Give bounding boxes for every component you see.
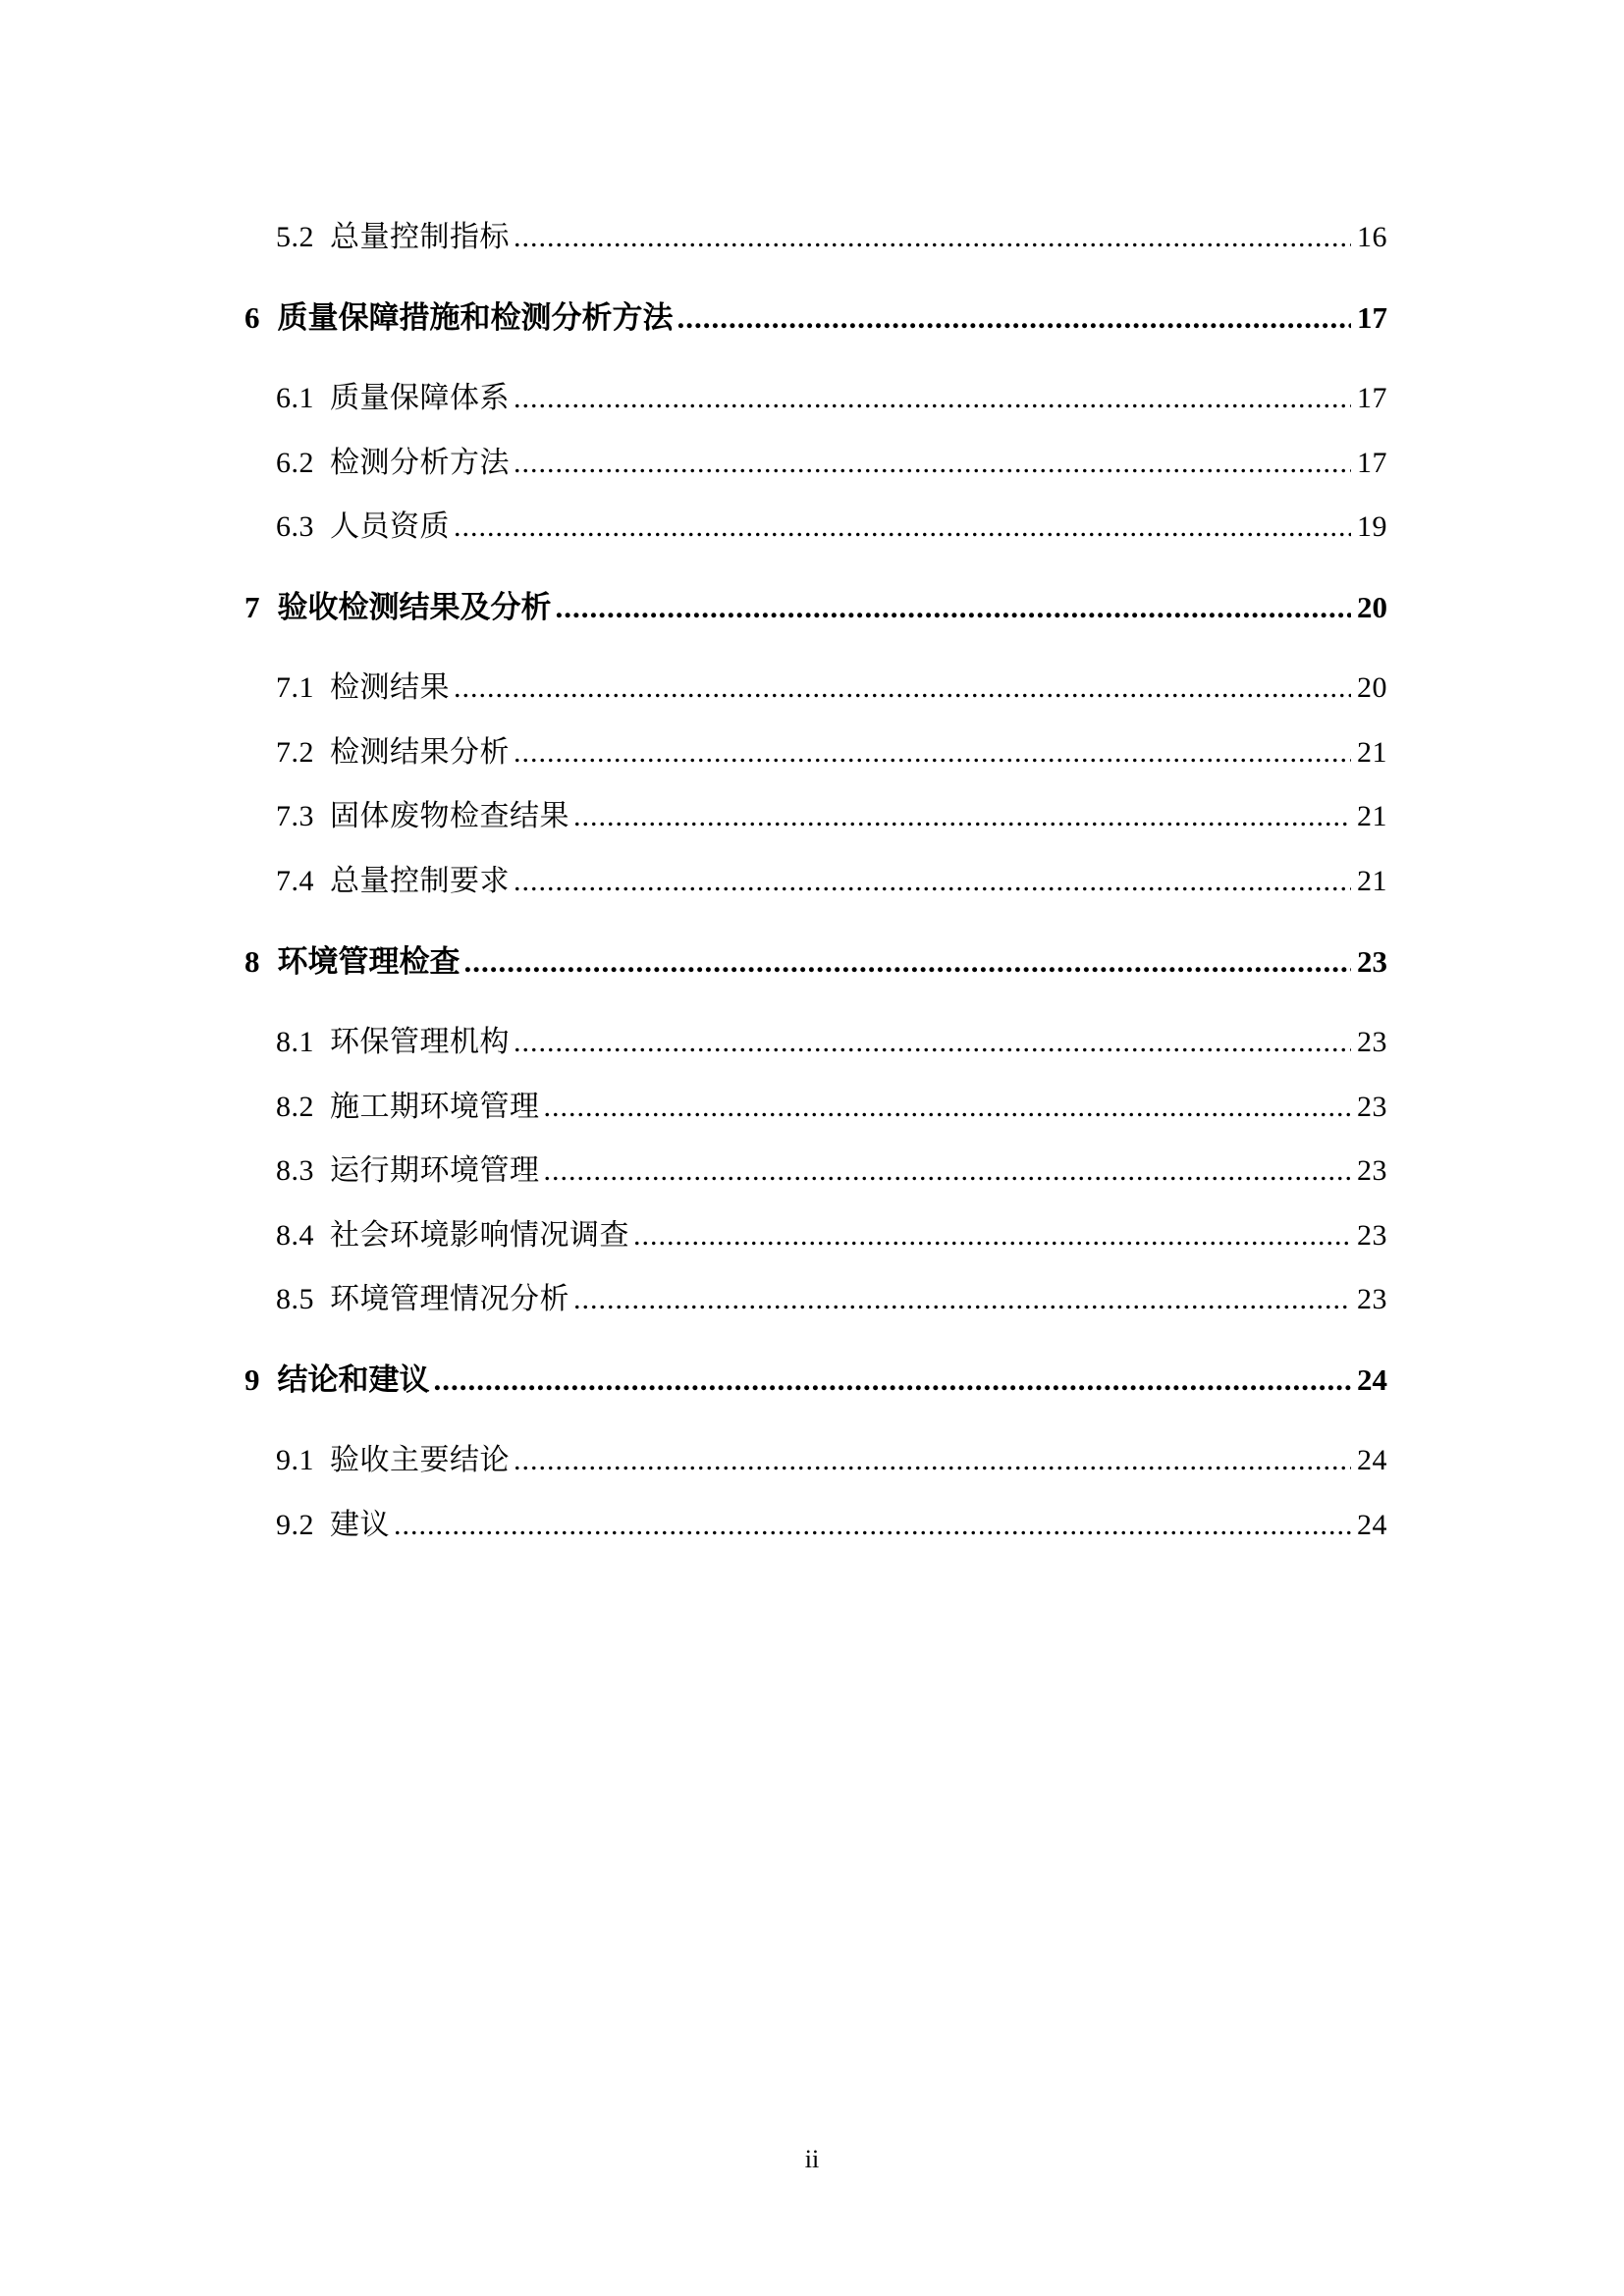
- toc-entry-title: 结论和建议: [277, 1362, 430, 1398]
- dot-leader: [514, 865, 1351, 898]
- toc-entry-page: 20: [1357, 671, 1387, 704]
- toc-entry-page: 21: [1357, 865, 1387, 897]
- page-number-footer: ii: [804, 2145, 820, 2173]
- dot-leader: [514, 221, 1351, 254]
- toc-entry-9-1[interactable]: [0, 1435, 1624, 1477]
- dot-leader: [434, 1362, 1352, 1398]
- toc-entry-page: 17: [1357, 300, 1387, 335]
- toc-entry-number: 8.1: [276, 1026, 314, 1058]
- toc-entry-page: 23: [1357, 1219, 1387, 1252]
- toc-entry-title: 检测分析方法: [330, 446, 510, 480]
- toc-entry-8-3[interactable]: [0, 1146, 1624, 1188]
- dot-leader: [514, 1026, 1351, 1059]
- toc-entry-number: 6.1: [276, 382, 314, 414]
- toc-entry-title: 检测结果分析: [330, 735, 510, 770]
- toc-entry-page: 23: [1357, 1283, 1387, 1315]
- toc-entry-page: 23: [1357, 944, 1387, 979]
- toc-entry-6-3[interactable]: [0, 502, 1624, 544]
- toc-entry-number: 7.1: [276, 671, 314, 704]
- dot-leader: [514, 1444, 1351, 1477]
- toc-entry-title: 检测结果: [330, 670, 450, 705]
- toc-entry-title: 环境管理情况分析: [330, 1282, 569, 1316]
- toc-entry-title: 建议: [330, 1508, 390, 1542]
- toc-entry-9[interactable]: [0, 1355, 1624, 1398]
- toc-entry-8-1[interactable]: [0, 1017, 1624, 1059]
- toc-entry-number: 7.3: [276, 800, 314, 832]
- toc-entry-number: 5.2: [276, 221, 314, 253]
- toc-entry-number: 6: [244, 300, 260, 335]
- toc-entry-6[interactable]: [0, 293, 1624, 336]
- toc-entry-page: 19: [1357, 510, 1387, 543]
- dot-leader: [454, 671, 1351, 705]
- toc-entry-title: 社会环境影响情况调查: [330, 1218, 629, 1253]
- toc-entry-number: 9.1: [276, 1444, 314, 1476]
- toc-entry-6-2[interactable]: [0, 438, 1624, 480]
- toc-entry-number: 9.2: [276, 1509, 314, 1541]
- toc-entry-8-2[interactable]: [0, 1082, 1624, 1124]
- toc-entry-number: 9: [244, 1362, 260, 1397]
- toc-entry-page: 24: [1357, 1444, 1387, 1476]
- dot-leader: [573, 1283, 1351, 1316]
- toc-entry-8-5[interactable]: [0, 1274, 1624, 1316]
- dot-leader: [573, 800, 1351, 833]
- toc-entry-title: 环境管理检查: [277, 944, 460, 980]
- dot-leader: [556, 590, 1352, 625]
- toc-entry-number: 7.4: [276, 865, 314, 897]
- toc-entry-page: 16: [1357, 221, 1387, 253]
- toc-entry-title: 环保管理机构: [330, 1025, 510, 1059]
- toc-entry-page: 17: [1357, 447, 1387, 479]
- toc-entry-title: 固体废物检查结果: [330, 799, 569, 833]
- toc-entry-page: 23: [1357, 1154, 1387, 1187]
- dot-leader: [454, 510, 1351, 544]
- toc-entry-page: 21: [1357, 736, 1387, 769]
- toc-entry-title: 质量保障体系: [330, 381, 510, 415]
- toc-entry-title: 运行期环境管理: [330, 1153, 540, 1188]
- toc-entry-7[interactable]: [0, 582, 1624, 625]
- toc-entry-7-4[interactable]: [0, 856, 1624, 898]
- dot-leader: [633, 1219, 1351, 1253]
- toc-entry-number: 6.2: [276, 447, 314, 479]
- toc-entry-number: 7: [244, 590, 260, 624]
- toc-entry-page: 23: [1357, 1091, 1387, 1123]
- toc-entry-page: 17: [1357, 382, 1387, 414]
- toc-entry-5-2[interactable]: [0, 212, 1624, 254]
- dot-leader: [394, 1509, 1351, 1542]
- toc-entry-title: 质量保障措施和检测分析方法: [277, 300, 674, 336]
- dot-leader: [464, 944, 1352, 980]
- dot-leader: [514, 382, 1351, 415]
- toc-entry-title: 人员资质: [330, 509, 450, 544]
- toc-entry-title: 验收主要结论: [330, 1443, 510, 1477]
- toc-entry-8-4[interactable]: [0, 1210, 1624, 1253]
- toc-entry-6-1[interactable]: [0, 373, 1624, 415]
- toc-entry-8[interactable]: [0, 936, 1624, 980]
- toc-entry-number: 8.5: [276, 1283, 314, 1315]
- dot-leader: [514, 447, 1351, 480]
- toc-entry-number: 8.4: [276, 1219, 314, 1252]
- toc-entry-number: 8: [244, 944, 260, 979]
- toc-entry-number: 8.3: [276, 1154, 314, 1187]
- toc-entry-title: 总量控制指标: [330, 220, 510, 254]
- dot-leader: [544, 1154, 1352, 1188]
- dot-leader: [514, 736, 1351, 770]
- toc-entry-number: 6.3: [276, 510, 314, 543]
- toc-entry-7-1[interactable]: [0, 663, 1624, 705]
- toc-entry-title: 施工期环境管理: [330, 1090, 540, 1124]
- toc-entry-number: 7.2: [276, 736, 314, 769]
- dot-leader: [677, 300, 1352, 336]
- dot-leader: [544, 1091, 1352, 1124]
- toc-entry-number: 8.2: [276, 1091, 314, 1123]
- toc-entry-page: 21: [1357, 800, 1387, 832]
- toc-entry-7-2[interactable]: [0, 727, 1624, 770]
- toc-entry-page: 20: [1357, 590, 1387, 624]
- toc-entry-7-3[interactable]: [0, 791, 1624, 833]
- toc-entry-page: 24: [1357, 1362, 1387, 1397]
- toc-entry-9-2[interactable]: [0, 1500, 1624, 1542]
- toc-entry-page: 24: [1357, 1509, 1387, 1541]
- toc-entry-title: 验收检测结果及分析: [277, 590, 552, 625]
- toc-entry-title: 总量控制要求: [330, 864, 510, 898]
- toc-entry-page: 23: [1357, 1026, 1387, 1058]
